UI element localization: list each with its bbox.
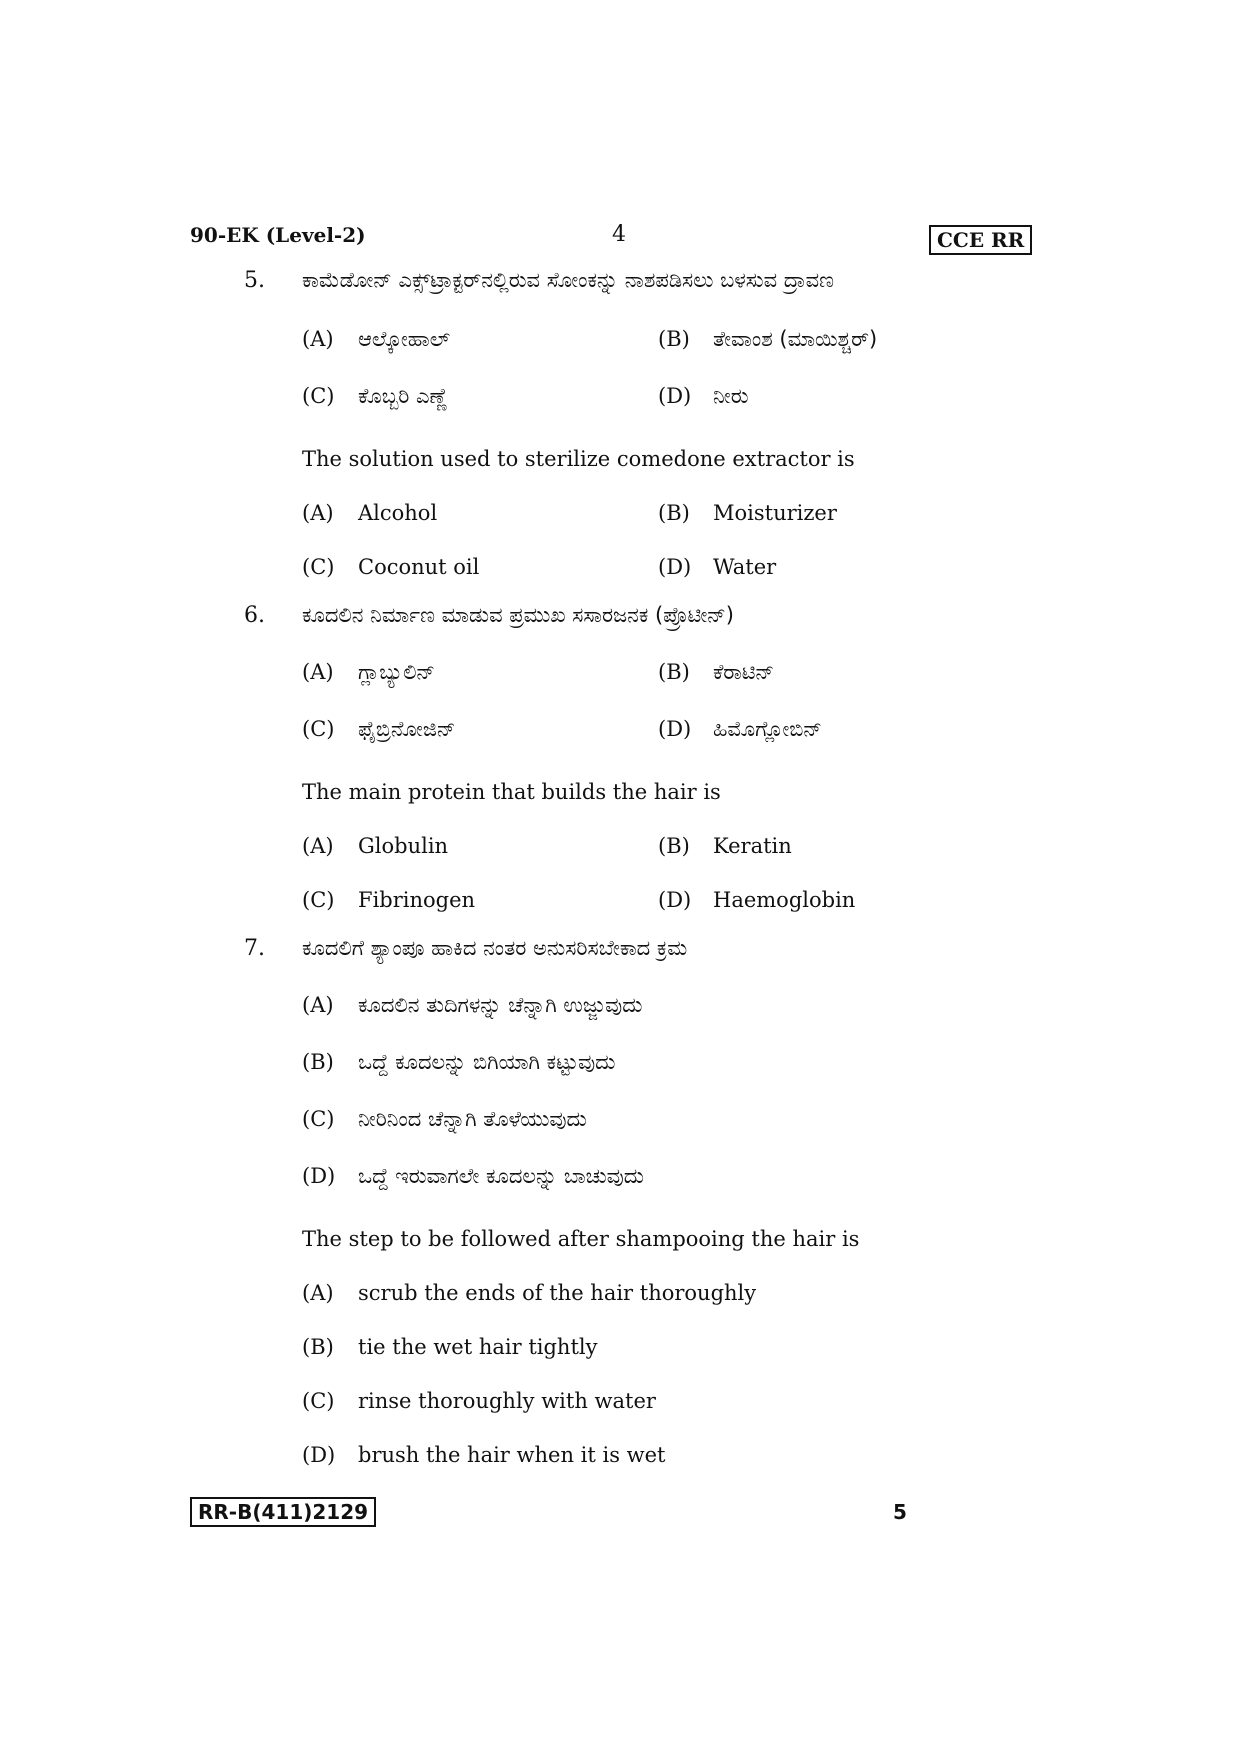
- option-label: (D): [658, 555, 692, 579]
- option-text-english: Alcohol: [358, 501, 438, 525]
- option-text-english: Haemoglobin: [713, 888, 856, 912]
- question-number: 7.: [244, 936, 265, 961]
- question-stem-kannada: ಕೂದಲಿನ ನಿರ್ಮಾಣ ಮಾಡುವ ಪ್ರಮುಖ ಸಸಾರಜನಕ (ಪ್ರೊಟೀನ್): [302, 603, 734, 627]
- option-label: (C): [302, 555, 335, 579]
- question-number: 5.: [244, 268, 265, 293]
- option-label: (B): [658, 834, 690, 858]
- option-label: (B): [302, 1335, 334, 1359]
- paper-serial-code: RR-B(411)2129: [190, 1497, 376, 1527]
- option-label: (B): [658, 327, 690, 351]
- option-text-english: Globulin: [358, 834, 449, 858]
- option-label: (B): [302, 1050, 334, 1074]
- option-label: (A): [302, 993, 334, 1017]
- question-stem-english: The step to be followed after shampooing the hair is: [302, 1227, 860, 1251]
- option-text-kannada: ತೇವಾಂಶ (ಮಾಯಿಶ್ಚರ್): [713, 327, 878, 351]
- option-text-english: Moisturizer: [713, 501, 837, 525]
- option-label: (C): [302, 888, 335, 912]
- option-label: (A): [302, 327, 334, 351]
- option-text-kannada: ನೀರಿನಿಂದ ಚೆನ್ನಾಗಿ ತೊಳೆಯುವುದು: [358, 1107, 587, 1131]
- option-text-kannada: ಹಿಮೊಗ್ಲೋಬಿನ್: [713, 717, 822, 741]
- option-text-kannada: ಗ್ಲಾಬ್ಯುಲಿನ್: [358, 660, 435, 684]
- option-label: (A): [302, 501, 334, 525]
- option-text-kannada: ಆಲ್ಕೋಹಾಲ್: [358, 327, 451, 351]
- option-text-kannada: ಒದ್ದೆ ಕೂದಲನ್ನು ಬಿಗಿಯಾಗಿ ಕಟ್ಟುವುದು: [358, 1050, 616, 1074]
- option-text-english: rinse thoroughly with water: [358, 1389, 656, 1413]
- option-text-english: Coconut oil: [358, 555, 480, 579]
- option-label: (D): [658, 717, 692, 741]
- option-text-kannada: ಕೂದಲಿನ ತುದಿಗಳನ್ನು ಚೆನ್ನಾಗಿ ಉಜ್ಜುವುದು: [358, 993, 643, 1017]
- question-stem-english: The main protein that builds the hair is: [302, 780, 721, 804]
- option-text-english: brush the hair when it is wet: [358, 1443, 666, 1467]
- option-label: (D): [302, 1164, 336, 1188]
- option-label: (D): [658, 888, 692, 912]
- option-label: (C): [302, 384, 335, 408]
- cce-rr-badge: CCE RR: [929, 225, 1032, 255]
- option-text-kannada: ಫೈಬ್ರಿನೋಜಿನ್: [358, 717, 456, 741]
- option-text-kannada: ಒದ್ದೆ ಇರುವಾಗಲೇ ಕೂದಲನ್ನು ಬಾಚುವುದು: [358, 1164, 644, 1188]
- option-text-english: scrub the ends of the hair thoroughly: [358, 1281, 757, 1305]
- footer-page-number: 5: [893, 1500, 907, 1524]
- question-stem-kannada: ಕಾಮೆಡೋನ್ ಎಕ್ಸ್‌ಟ್ರಾಕ್ಟರ್‌ನಲ್ಲಿರುವ ಸೋಂಕನ್ನು ನಾಶಪಡಿಸಲು ಬಳಸುವ ದ್ರಾವಣ: [302, 268, 835, 292]
- option-label: (D): [658, 384, 692, 408]
- option-text-english: Keratin: [713, 834, 792, 858]
- page-number: 4: [612, 222, 626, 247]
- option-label: (D): [302, 1443, 336, 1467]
- option-label: (C): [302, 1107, 335, 1131]
- question-number: 6.: [244, 603, 265, 628]
- option-text-kannada: ಕೆರಾಟಿನ್: [713, 660, 775, 684]
- option-text-english: Water: [713, 555, 777, 579]
- option-label: (C): [302, 1389, 335, 1413]
- option-label: (A): [302, 1281, 334, 1305]
- option-label: (A): [302, 660, 334, 684]
- option-label: (B): [658, 660, 690, 684]
- option-text-kannada: ನೀರು: [713, 384, 749, 408]
- option-text-english: Fibrinogen: [358, 888, 476, 912]
- option-label: (A): [302, 834, 334, 858]
- paper-code: 90-EK (Level-2): [190, 223, 366, 247]
- option-label: (B): [658, 501, 690, 525]
- option-label: (C): [302, 717, 335, 741]
- option-text-kannada: ಕೊಬ್ಬರಿ ಎಣ್ಣೆ: [358, 384, 448, 408]
- option-text-english: tie the wet hair tightly: [358, 1335, 598, 1359]
- question-stem-english: The solution used to sterilize comedone extractor is: [302, 447, 855, 471]
- question-stem-kannada: ಕೂದಲಿಗೆ ಶ್ಯಾಂಪೂ ಹಾಕಿದ ನಂತರ ಅನುಸರಿಸಬೇಕಾದ ಕ್ರಮ: [302, 936, 688, 960]
